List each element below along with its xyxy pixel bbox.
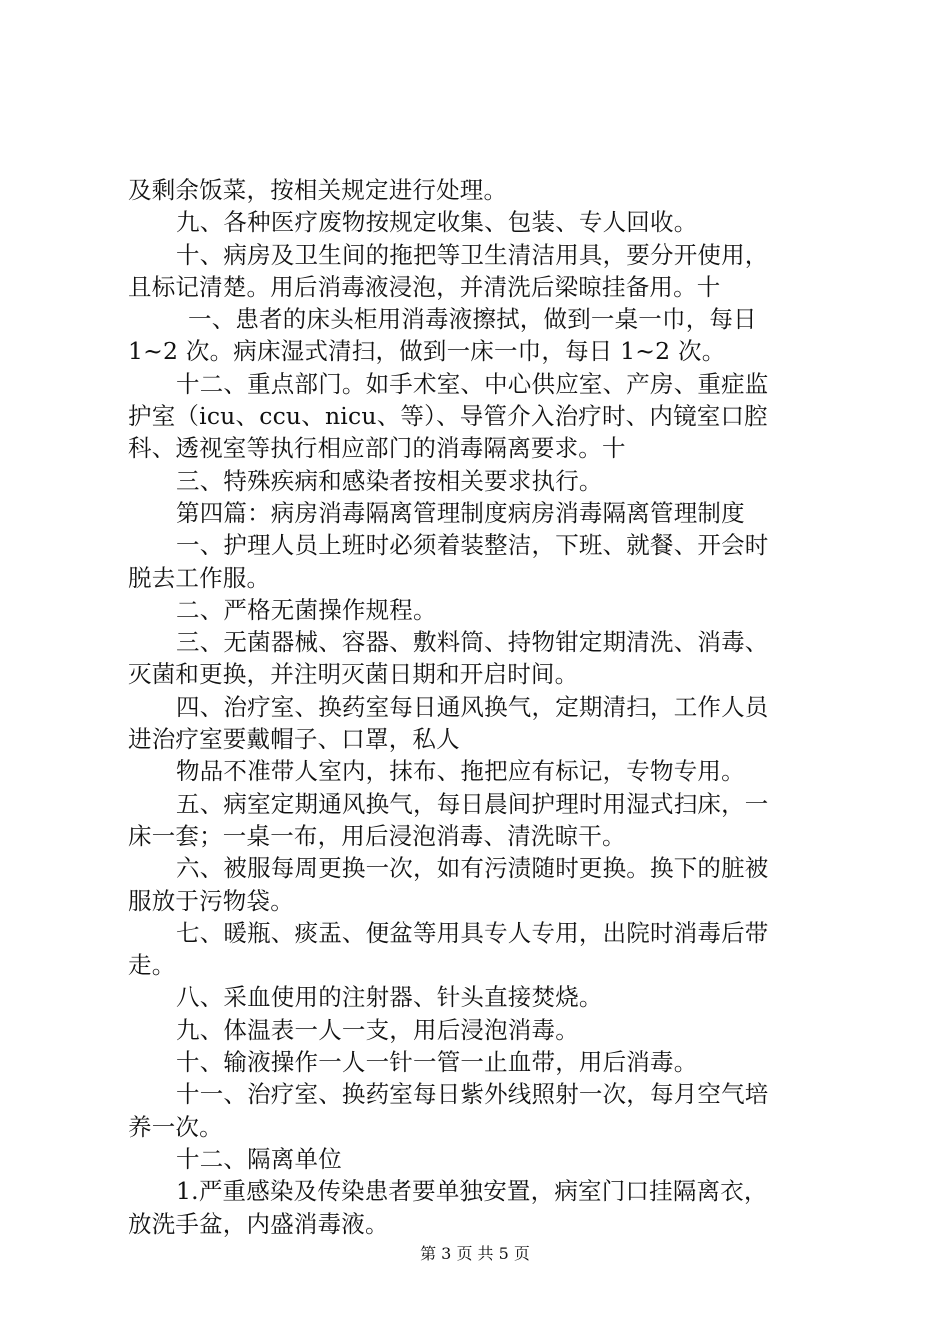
document-body: [128, 174, 834, 1240]
text-line: 六、被服每周更换一次，如有污渍随时更换。换下的脏被: [176, 854, 769, 883]
text-line: 三、无菌器械、容器、敷料筒、持物钳定期清洗、消毒、: [176, 628, 769, 657]
text-line: 五、病室定期通风换气，每日晨间护理时用湿式扫床，一: [176, 789, 769, 818]
text-line: 养一次。: [128, 1112, 223, 1141]
text-line: 及剩余饭菜，按相关规定进行处理。: [128, 176, 508, 204]
text-line: 十、病房及卫生间的拖把等卫生清洁用具，要分开使用，: [176, 240, 769, 269]
text-line: 二、严格无菌操作规程。: [176, 595, 437, 624]
section-heading: 第四篇：病房消毒隔离管理制度病房消毒隔离管理制度: [176, 498, 745, 527]
text-line: 七、暖瓶、痰盂、便盆等用具专人专用，出院时消毒后带: [176, 918, 769, 947]
text-line: 走。: [128, 951, 176, 980]
text-line: 且标记清楚。用后消毒液浸泡，并清洗后梁晾挂备用。十: [128, 272, 721, 301]
text-line: 灭菌和更换，并注明灭菌日期和开启时间。: [128, 660, 579, 689]
text-line: 护室（icu、ccu、nicu、等）、导管介入治疗时、内镜室口腔: [128, 402, 768, 431]
text-line: 服放于污物袋。: [128, 886, 294, 915]
text-line: 科、透视室等执行相应部门的消毒隔离要求。十: [128, 434, 626, 463]
text-line: 八、采血使用的注射器、针头直接焚烧。: [176, 983, 603, 1012]
text-line: 九、体温表一人一支，用后浸泡消毒。: [176, 1015, 579, 1044]
text-line: 十二、隔离单位: [176, 1144, 342, 1173]
text-line: 放洗手盆，内盛消毒液。: [128, 1209, 389, 1238]
text-line: 一、患者的床头柜用消毒液擦拭，做到一桌一巾，每日: [188, 305, 757, 334]
text-line: 十一、治疗室、换药室每日紫外线照射一次，每月空气培: [176, 1080, 769, 1109]
text-line: 物品不准带人室内，抹布、拖把应有标记，专物专用。: [176, 757, 745, 786]
text-line: 十、输液操作一人一针一管一止血带，用后消毒。: [176, 1048, 698, 1077]
page-number-footer: 第 3 页 共 5 页: [420, 1244, 530, 1263]
text-line: 四、治疗室、换药室每日通风换气，定期清扫，工作人员: [176, 692, 769, 721]
text-line: 1.严重感染及传染患者要单独安置，病室门口挂隔离衣，: [176, 1177, 768, 1206]
text-line: 进治疗室要戴帽子、口罩，私人: [128, 725, 460, 754]
text-line: 九、各种医疗废物按规定收集、包装、专人回收。: [176, 208, 698, 237]
text-line: 十二、重点部门。如手术室、中心供应室、产房、重症监: [176, 369, 769, 398]
text-line: 1~2 次。病床湿式清扫，做到一床一巾，每日 1~2 次。: [128, 337, 726, 366]
text-line: 床一套；一桌一布，用后浸泡消毒、清洗晾干。: [128, 821, 626, 850]
text-line: 脱去工作服。: [128, 563, 271, 592]
text-line: 一、护理人员上班时必须着装整洁，下班、就餐、开会时: [176, 531, 769, 560]
text-line: 三、特殊疾病和感染者按相关要求执行。: [176, 466, 603, 495]
